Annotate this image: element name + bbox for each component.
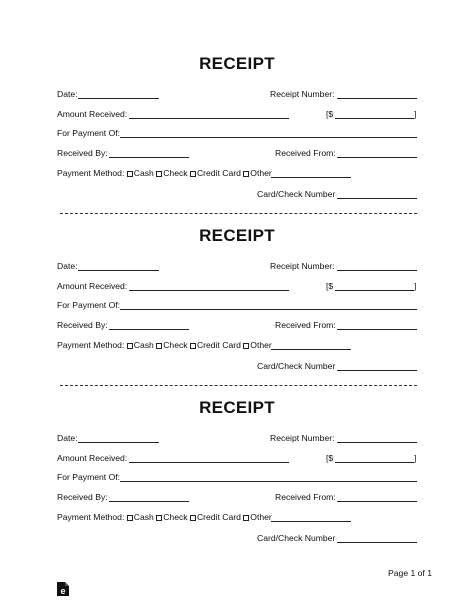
card-check-label: Card/Check Number [257, 361, 336, 371]
received-from-label: Received From: [275, 492, 336, 502]
checkbox-icon[interactable] [190, 515, 196, 521]
other-method-field[interactable] [271, 177, 351, 178]
card-check-field[interactable] [337, 542, 417, 543]
checkbox-icon[interactable] [156, 515, 162, 521]
payment-method-label: Payment Method: [57, 512, 125, 522]
receipt-number-field[interactable] [337, 98, 417, 99]
received-by-label: Received By: [57, 148, 108, 158]
method-credit-card-option[interactable] [190, 340, 241, 351]
receipt-number-label: Receipt Number: [270, 261, 335, 271]
method-cash-label: Cash [133, 168, 154, 178]
received-from-label: Received From: [275, 148, 336, 158]
received-by-field[interactable] [109, 501, 189, 502]
date-label: Date: [57, 433, 78, 443]
date-field[interactable] [78, 270, 159, 271]
method-check-option[interactable] [156, 512, 187, 523]
date-field[interactable] [78, 442, 159, 443]
method-credit-card-option[interactable] [190, 168, 241, 179]
method-credit-card-label: Credit Card [196, 340, 241, 350]
method-credit-card-option[interactable] [190, 512, 241, 523]
receipt-number-label: Receipt Number: [270, 89, 335, 99]
receipt-title: RECEIPT [199, 54, 275, 73]
card-check-field[interactable] [337, 198, 417, 199]
other-method-field[interactable] [271, 349, 351, 350]
amount-dollar-field[interactable] [335, 118, 414, 119]
payment-method-label: Payment Method: [57, 340, 125, 350]
received-by-label: Received By: [57, 320, 108, 330]
received-from-label: Received From: [275, 320, 336, 330]
amount-prefix: [$ [326, 453, 334, 463]
received-from-field[interactable] [337, 157, 417, 158]
method-check-option[interactable] [156, 168, 187, 179]
card-check-label: Card/Check Number [257, 189, 336, 199]
method-other-option[interactable] [243, 340, 272, 351]
amount-prefix: [$ [326, 281, 334, 291]
received-from-field[interactable] [337, 501, 417, 502]
amount-suffix: ] [414, 453, 417, 463]
for-payment-label: For Payment Of: [57, 300, 121, 310]
method-cash-label: Cash [133, 512, 154, 522]
checkbox-icon[interactable] [243, 343, 249, 349]
payment-method-label: Payment Method: [57, 168, 125, 178]
method-cash-option[interactable] [127, 168, 154, 179]
checkbox-icon[interactable] [127, 515, 133, 521]
receipt-number-label: Receipt Number: [270, 433, 335, 443]
receipt-number-field[interactable] [337, 442, 417, 443]
payment-method-row [57, 168, 272, 179]
method-credit-card-label: Credit Card [196, 512, 241, 522]
amount-received-label: Amount Received: [57, 281, 128, 291]
checkbox-icon[interactable] [127, 171, 133, 177]
other-method-field[interactable] [271, 521, 351, 522]
method-other-option[interactable] [243, 512, 272, 523]
date-label: Date: [57, 261, 78, 271]
amount-received-label: Amount Received: [57, 109, 128, 119]
checkbox-icon[interactable] [127, 343, 133, 349]
method-check-label: Check [163, 512, 188, 522]
amount-received-label: Amount Received: [57, 453, 128, 463]
payment-method-row [57, 340, 272, 351]
method-check-label: Check [163, 168, 188, 178]
cut-line-separator [60, 385, 417, 386]
method-other-label: Other [250, 168, 272, 178]
checkbox-icon[interactable] [243, 515, 249, 521]
received-by-label: Received By: [57, 492, 108, 502]
eforms-logo-icon [56, 581, 70, 597]
method-cash-label: Cash [133, 340, 154, 350]
for-payment-label: For Payment Of: [57, 472, 121, 482]
method-other-label: Other [250, 340, 272, 350]
receipt-title: RECEIPT [199, 398, 275, 417]
for-payment-field[interactable] [120, 309, 417, 310]
receipt-title: RECEIPT [199, 226, 275, 245]
page-number: Page 1 of 1 [388, 568, 432, 578]
checkbox-icon[interactable] [156, 343, 162, 349]
method-cash-option[interactable] [127, 512, 154, 523]
card-check-field[interactable] [337, 370, 417, 371]
amount-prefix: [$ [326, 109, 334, 119]
for-payment-label: For Payment Of: [57, 128, 121, 138]
for-payment-field[interactable] [120, 481, 417, 482]
for-payment-field[interactable] [120, 137, 417, 138]
cut-line-separator [60, 213, 417, 214]
amount-suffix: ] [414, 281, 417, 291]
received-by-field[interactable] [109, 329, 189, 330]
received-from-field[interactable] [337, 329, 417, 330]
amount-received-field[interactable] [129, 462, 289, 463]
method-credit-card-label: Credit Card [196, 168, 241, 178]
date-field[interactable] [78, 98, 159, 99]
amount-received-field[interactable] [129, 290, 289, 291]
method-check-option[interactable] [156, 340, 187, 351]
checkbox-icon[interactable] [190, 343, 196, 349]
svg-text:e: e [60, 586, 66, 596]
method-other-option[interactable] [243, 168, 272, 179]
received-by-field[interactable] [109, 157, 189, 158]
method-check-label: Check [163, 340, 188, 350]
method-other-label: Other [250, 512, 272, 522]
payment-method-row [57, 512, 272, 523]
card-check-label: Card/Check Number [257, 533, 336, 543]
amount-suffix: ] [414, 109, 417, 119]
amount-dollar-field[interactable] [335, 290, 414, 291]
checkbox-icon[interactable] [243, 171, 249, 177]
date-label: Date: [57, 89, 78, 99]
amount-received-field[interactable] [129, 118, 289, 119]
method-cash-option[interactable] [127, 340, 154, 351]
checkbox-icon[interactable] [156, 171, 162, 177]
receipt-number-field[interactable] [337, 270, 417, 271]
checkbox-icon[interactable] [190, 171, 196, 177]
amount-dollar-field[interactable] [335, 462, 414, 463]
